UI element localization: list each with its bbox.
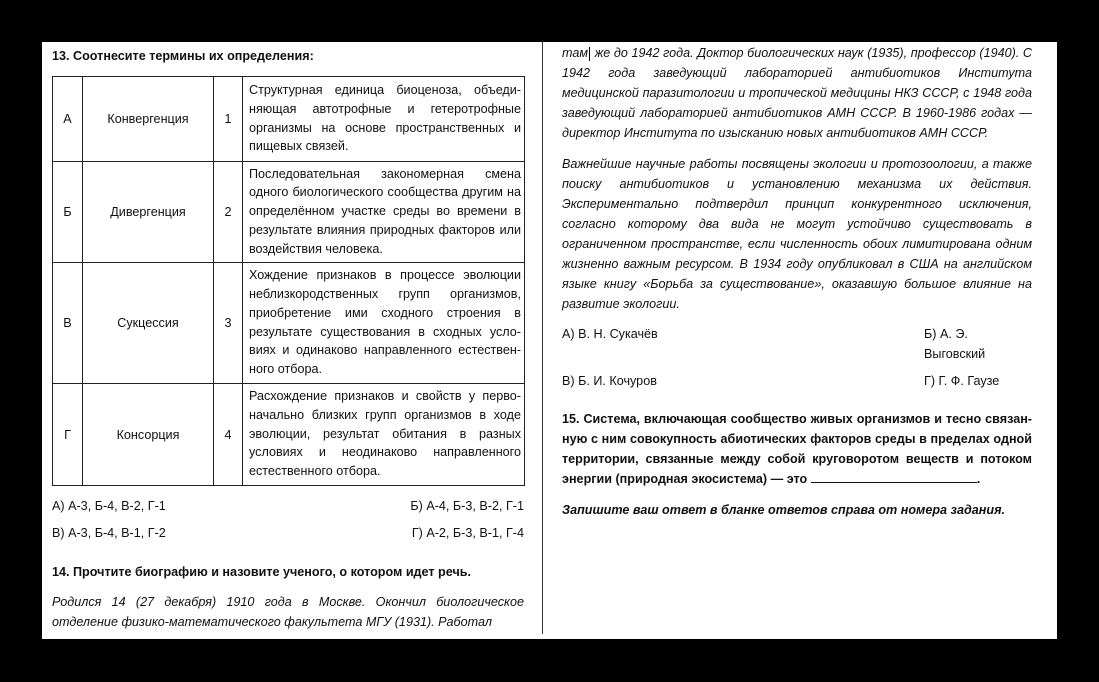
q14-biography-start: Родился 14 (27 декабря) 1910 года в Москве. Окончил биологическое отделение физико-математического факультета МГУ (1931). Работал [52, 595, 524, 629]
q14-biography-continued [562, 43, 1032, 143]
q13-answer-b[interactable]: Б) А-4, Б-3, В-2, Г-1 [410, 499, 524, 513]
q14-answers-row-2 [562, 371, 1032, 391]
right-column [562, 42, 1032, 520]
row-definition: Последовательная закономерная смена одного биологического сообщества другим на определённом участке среды во времени в результате влияния природных факторов или воздействия человека. [243, 162, 525, 263]
row-number: 1 [214, 77, 243, 162]
table-row [53, 162, 525, 263]
row-letter: Б [53, 162, 83, 263]
q14-answer-v[interactable]: В) Б. И. Кочуров [562, 374, 657, 388]
q13-answer-a[interactable]: А) А-3, Б-4, В-2, Г-1 [52, 499, 166, 513]
left-column [52, 42, 524, 632]
row-term: Дивергенция [83, 162, 214, 263]
row-letter: А [53, 77, 83, 162]
q14-bio-cont-a: там [562, 46, 588, 60]
matching-table [52, 76, 525, 486]
q14-answer-b[interactable]: Б) А. Э. Выговский [924, 327, 986, 361]
q14-answer-g[interactable]: Г) Г. Ф. Гаузе [924, 374, 1000, 388]
table-row [53, 263, 525, 384]
q14-answers-row-1 [562, 324, 1032, 364]
row-number: 4 [214, 384, 243, 486]
q14-works: Важнейшие научные работы посвящены экологии и протозоологии, а также поиску антибиотиков и установлению механизма их действия. Экспериментально подтвердил принцип конкурентного исключения, согласно которому два вида не могут устойчиво существовать в ограниченном пространстве, если численность обоих лимитирована одним жизненно важным ресурсом. В 1934 году опубликовал в США на английском языке книгу «Борьба за существование», оказавшую большое влияние на развитие экологии. [562, 157, 1032, 311]
q13-answers-row-2 [52, 523, 524, 543]
row-letter: В [53, 263, 83, 384]
q15-text: 15. Система, включающая сообщество живых организмов и тесно связан-ную с ним совокупность абиотических факторов среды в пределах одной территории, связанные между собой круговоротом веществ и потоком энергии (природная экосистема) — это [562, 412, 1032, 486]
question-14-title: 14. Прочтите биографию и назовите ученого, о котором идет речь. [52, 565, 471, 579]
row-letter: Г [53, 384, 83, 486]
row-term: Сукцессия [83, 263, 214, 384]
row-definition: Хождение признаков в процессе эволюции неблизкородственных групп организмов, приобретение ими сходного строения в результате существования в сходных усло-виях и одинаково направленного естествен-ного отбора. [243, 263, 525, 384]
q13-answers-row-1 [52, 496, 524, 516]
q15-answer-blank[interactable] [811, 470, 977, 483]
q15-note: Запишите ваш ответ в бланке ответов справа от номера задания. [562, 503, 1005, 517]
text-cursor-icon [589, 47, 590, 61]
row-term: Конвергенция [83, 77, 214, 162]
row-definition: Структурная единица биоценоза, объеди-няющая автотрофные и гетеротрофные организмы на основе пространственных и пищевых связей. [243, 77, 525, 162]
row-number: 3 [214, 263, 243, 384]
q13-answer-g[interactable]: Г) А-2, Б-3, В-1, Г-4 [411, 526, 524, 540]
q13-answer-v[interactable]: В) А-3, Б-4, В-1, Г-2 [52, 526, 166, 540]
question-15 [562, 409, 1032, 489]
row-number: 2 [214, 162, 243, 263]
document-page [42, 42, 1057, 639]
q14-answer-a[interactable]: А) В. Н. Сукачёв [562, 327, 658, 341]
q14-bio-cont-b: же до 1942 года. Доктор биологических наук (1935), профессор (1940). С 1942 года заведующий лабораторией антибиотиков Института медицинской паразитологии и тропической медицины НКЗ СССР, с 1948 года заведующий лабораторией антибиотиков АМН СССР. В 1960-1986 годах — директор Института по изысканию новых антибиотиков АМН СССР. [562, 46, 1032, 140]
q15-end: . [976, 472, 981, 486]
column-divider [542, 42, 543, 634]
table-row [53, 77, 525, 162]
question-13-title: 13. Соотнесите термины их определения: [52, 49, 314, 63]
row-definition: Расхождение признаков и свойств у перво-начально близких групп организмов в ходе эволюции, результат обитания в разных условиях и неодинаково направленного естественного отбора. [243, 384, 525, 486]
table-row [53, 384, 525, 486]
row-term: Консорция [83, 384, 214, 486]
